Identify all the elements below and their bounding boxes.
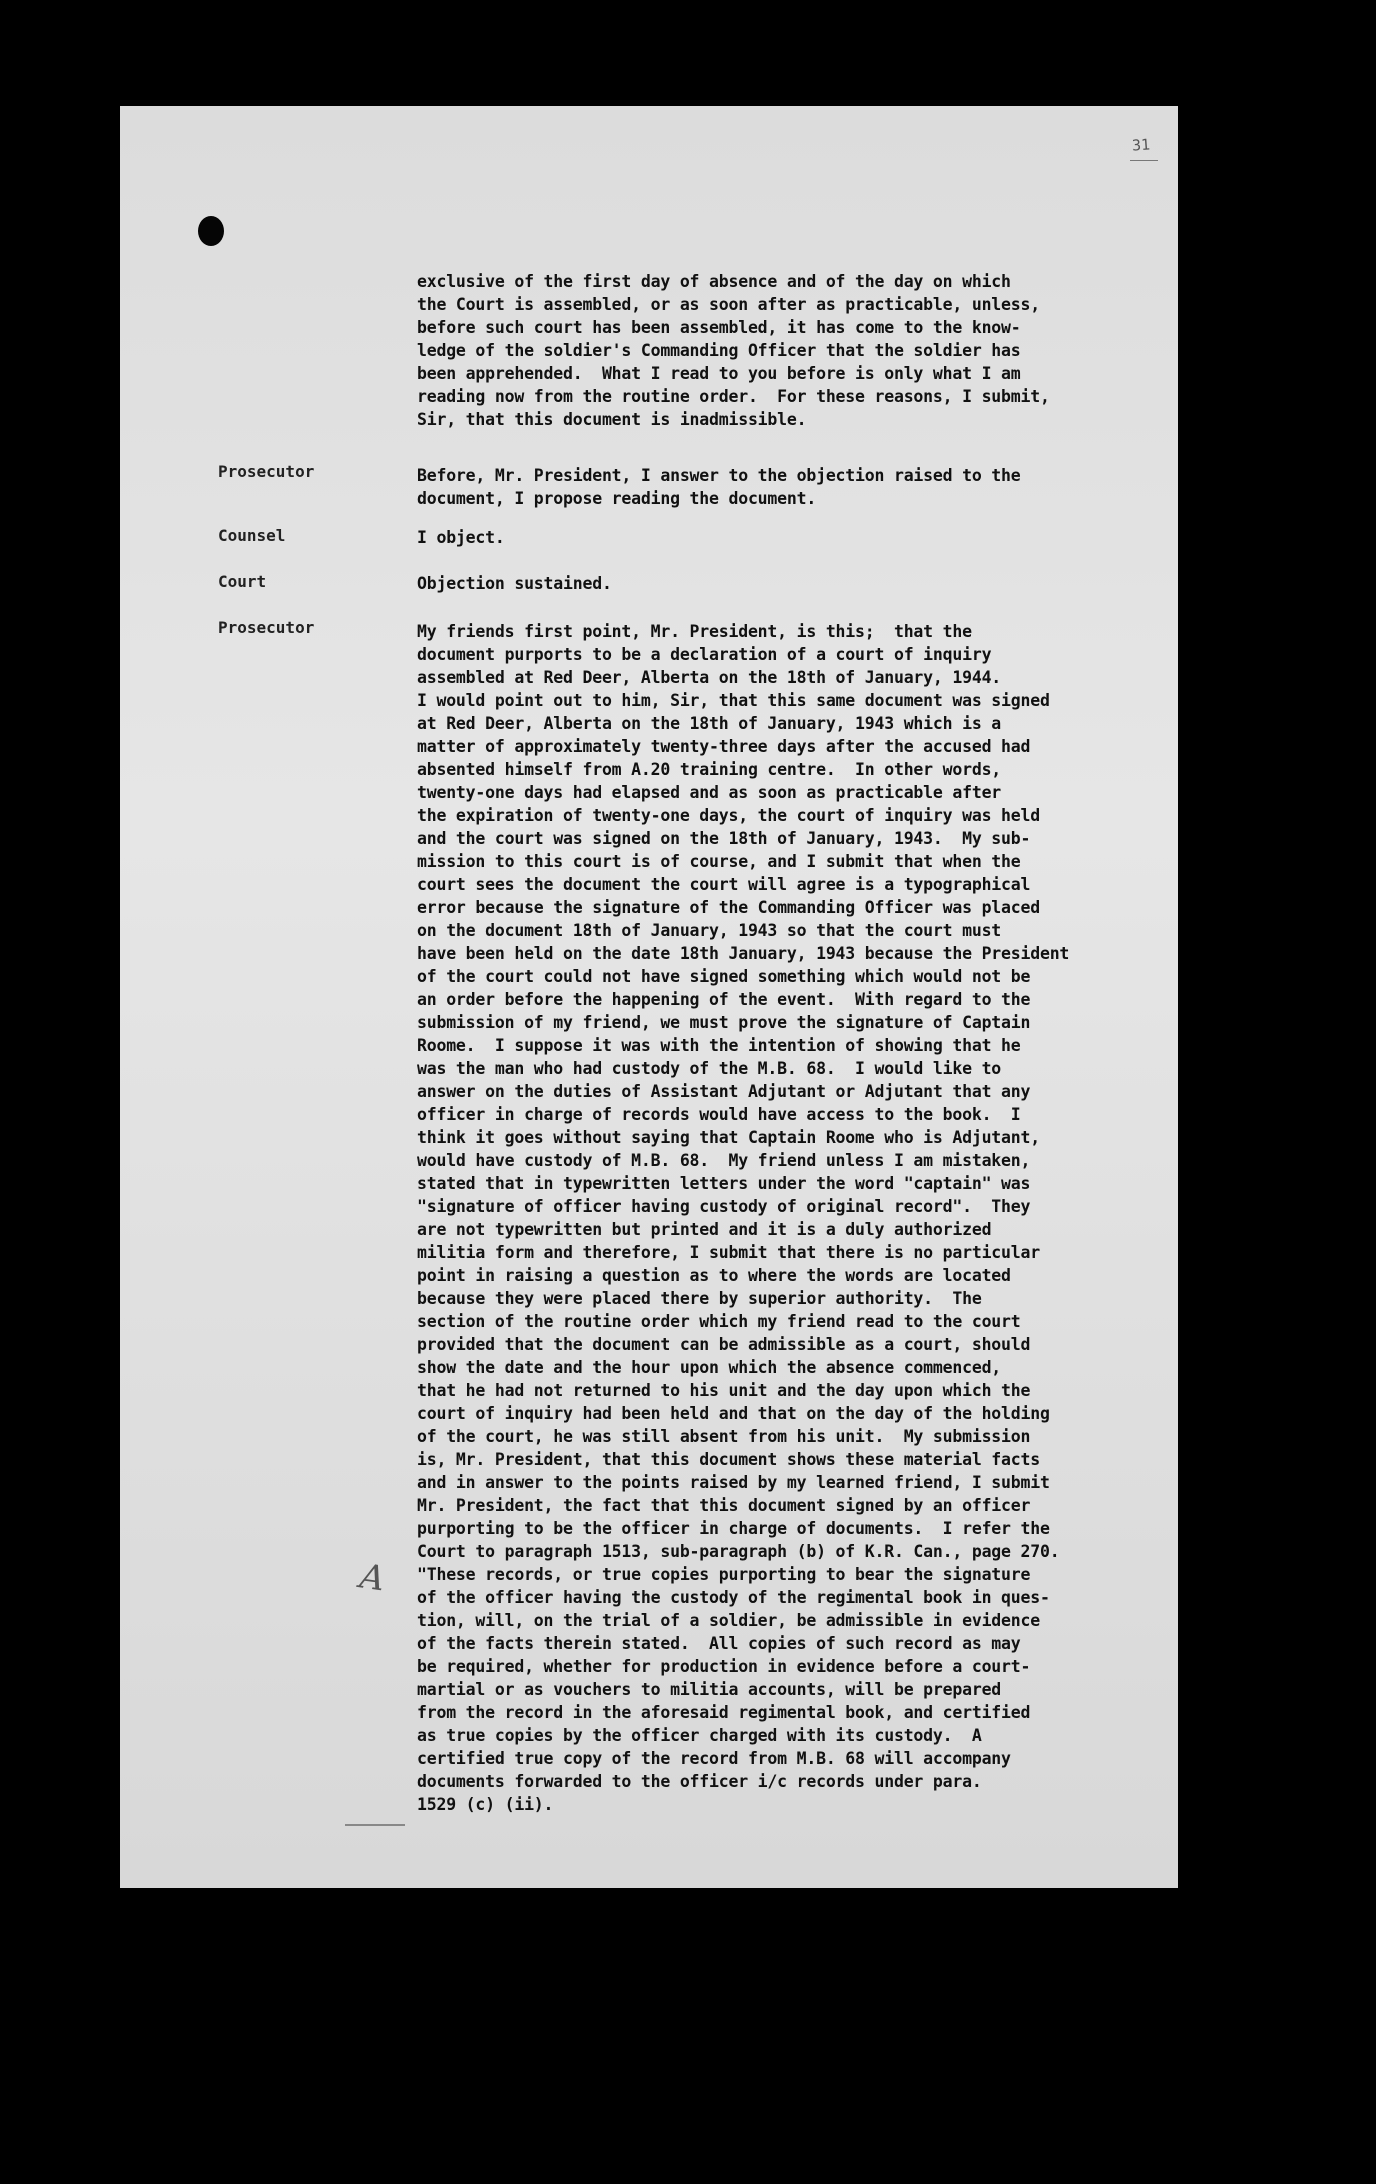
text-line: are not typewritten but printed and it is a duly authorized (417, 1220, 992, 1239)
text-line: submission of my friend, we must prove the signature of Captain (417, 1013, 1031, 1032)
text-line: show the date and the hour upon which the absence commenced, (417, 1358, 1002, 1377)
text-line: think it goes without saying that Captain Roome who is Adjutant, (417, 1128, 1040, 1147)
text-line: point in raising a question as to where the words are located (417, 1266, 1011, 1285)
text-line: at Red Deer, Alberta on the 18th of January, 1943 which is a (417, 714, 1002, 733)
text-line: court sees the document the court will agree is a typographical (417, 875, 1031, 894)
text-line: that he had not returned to his unit and the day upon which the (417, 1381, 1031, 1400)
text-line: martial or as vouchers to militia accounts, will be prepared (417, 1680, 1002, 1699)
text-line: would have custody of M.B. 68. My friend unless I am mistaken, (417, 1151, 1031, 1170)
text-line: Objection sustained. (417, 574, 612, 593)
punch-hole (198, 216, 224, 246)
text-line: tion, will, on the trial of a soldier, be admissible in evidence (417, 1611, 1040, 1630)
text-line: document purports to be a declaration of a court of inquiry (417, 645, 992, 664)
text-line: documents forwarded to the officer i/c records under para. (417, 1772, 982, 1791)
text-line: Court to paragraph 1513, sub-paragraph (b) of K.R. Can., page 270. (417, 1542, 1060, 1561)
text-line: Before, Mr. President, I answer to the objection raised to the (417, 466, 1021, 485)
document-page (120, 106, 1178, 1888)
text-line: ledge of the soldier's Commanding Officer that the soldier has (417, 341, 1021, 360)
text-line: and in answer to the points raised by my learned friend, I submit (417, 1473, 1050, 1492)
speaker-label-court: Court (218, 572, 267, 591)
handwritten-margin-mark: A (357, 1556, 388, 1600)
text-line: the expiration of twenty-one days, the court of inquiry was held (417, 806, 1040, 825)
text-line: twenty-one days had elapsed and as soon as practicable after (417, 783, 1002, 802)
text-line: Mr. President, the fact that this document signed by an officer (417, 1496, 1031, 1515)
prosecutor-speech-2 (417, 620, 1069, 1816)
text-line: from the record in the aforesaid regimental book, and certified (417, 1703, 1031, 1722)
text-line: reading now from the routine order. For these reasons, I submit, (417, 387, 1050, 406)
text-line: the Court is assembled, or as soon after as practicable, unless, (417, 295, 1040, 314)
text-line: an order before the happening of the event. With regard to the (417, 990, 1031, 1009)
court-speech (417, 572, 612, 595)
text-line: as true copies by the officer charged with its custody. A (417, 1726, 982, 1745)
bottom-rule (345, 1824, 405, 1826)
text-line: militia form and therefore, I submit that there is no particular (417, 1243, 1040, 1262)
text-line: 1529 (c) (ii). (417, 1795, 554, 1814)
text-line: was the man who had custody of the M.B. 68. I would like to (417, 1059, 1002, 1078)
text-line: mission to this court is of course, and I submit that when the (417, 852, 1021, 871)
text-line: exclusive of the first day of absence and of the day on which (417, 272, 1011, 291)
text-line: "These records, or true copies purporting to bear the signature (417, 1565, 1031, 1584)
text-line: officer in charge of records would have access to the book. I (417, 1105, 1021, 1124)
text-line: error because the signature of the Commanding Officer was placed (417, 898, 1040, 917)
page-number-underline (1130, 160, 1158, 161)
speaker-label-prosecutor: Prosecutor (218, 462, 315, 481)
text-line: document, I propose reading the document. (417, 489, 817, 508)
text-line: because they were placed there by superior authority. The (417, 1289, 982, 1308)
text-line: of the court, he was still absent from his unit. My submission (417, 1427, 1031, 1446)
text-line: absented himself from A.20 training centre. In other words, (417, 760, 1002, 779)
prosecutor-speech-1 (417, 464, 1021, 510)
text-line: of the court could not have signed something which would not be (417, 967, 1031, 986)
speaker-label-counsel: Counsel (218, 526, 286, 545)
text-line: have been held on the date 18th January, 1943 because the President (417, 944, 1070, 963)
text-line: been apprehended. What I read to you before is only what I am (417, 364, 1021, 383)
text-line: stated that in typewritten letters under the word "captain" was (417, 1174, 1031, 1193)
text-line: before such court has been assembled, it has come to the know- (417, 318, 1021, 337)
text-line: Roome. I suppose it was with the intention of showing that he (417, 1036, 1021, 1055)
speaker-label-prosecutor: Prosecutor (218, 618, 315, 637)
page-number: 31 (1131, 135, 1151, 155)
text-line: I object. (417, 528, 505, 547)
text-line: I would point out to him, Sir, that this same document was signed (417, 691, 1050, 710)
intro-paragraph (417, 270, 1050, 431)
text-line: "signature of officer having custody of original record". They (417, 1197, 1031, 1216)
text-line: is, Mr. President, that this document shows these material facts (417, 1450, 1040, 1469)
text-line: on the document 18th of January, 1943 so that the court must (417, 921, 1002, 940)
text-line: purporting to be the officer in charge of documents. I refer the (417, 1519, 1050, 1538)
text-line: provided that the document can be admissible as a court, should (417, 1335, 1031, 1354)
text-line: of the facts therein stated. All copies of such record as may (417, 1634, 1021, 1653)
text-line: answer on the duties of Assistant Adjutant or Adjutant that any (417, 1082, 1031, 1101)
text-line: be required, whether for production in evidence before a court- (417, 1657, 1031, 1676)
text-line: matter of approximately twenty-three days after the accused had (417, 737, 1031, 756)
text-line: and the court was signed on the 18th of January, 1943. My sub- (417, 829, 1031, 848)
text-line: assembled at Red Deer, Alberta on the 18th of January, 1944. (417, 668, 1002, 687)
text-line: My friends first point, Mr. President, is this; that the (417, 622, 972, 641)
text-line: Sir, that this document is inadmissible. (417, 410, 807, 429)
text-line: of the officer having the custody of the regimental book in ques- (417, 1588, 1050, 1607)
counsel-speech (417, 526, 505, 549)
text-line: court of inquiry had been held and that on the day of the holding (417, 1404, 1050, 1423)
text-line: certified true copy of the record from M.B. 68 will accompany (417, 1749, 1011, 1768)
text-line: section of the routine order which my friend read to the court (417, 1312, 1021, 1331)
